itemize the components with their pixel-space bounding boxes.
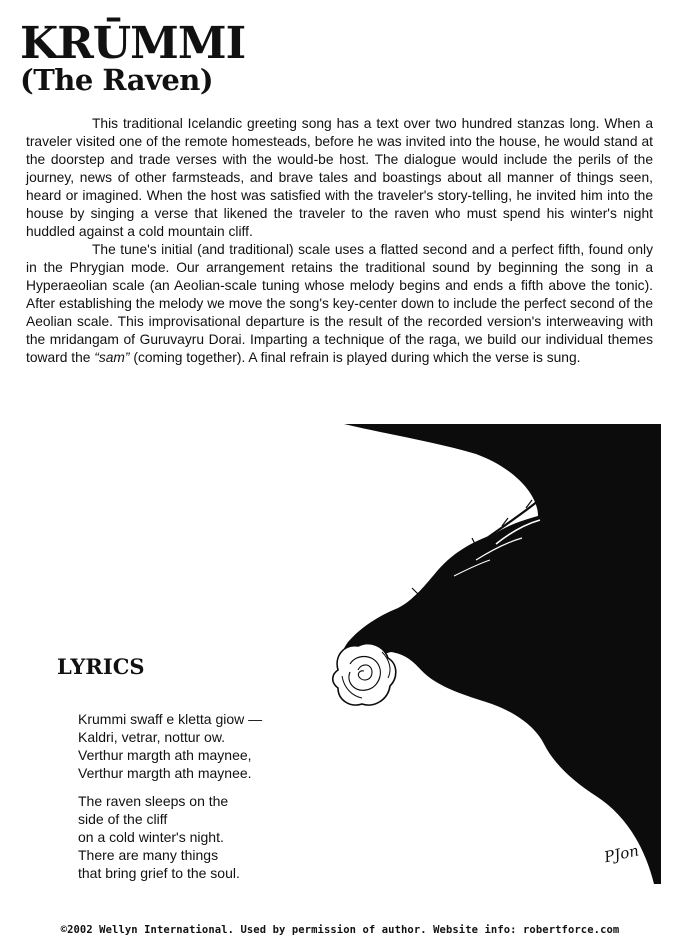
sam-term: “sam” xyxy=(94,350,130,365)
raven-illustration xyxy=(326,424,661,884)
lyrics-english-stanza xyxy=(78,792,240,882)
lyric-line: Krummi swaff e kletta giow — xyxy=(78,711,263,727)
page-title: KRŪMMI xyxy=(20,18,246,69)
lyric-line: The raven sleeps on the xyxy=(78,793,229,809)
raven-silhouette xyxy=(339,424,661,884)
lyrics-heading: LYRICS xyxy=(57,654,145,679)
lyric-line: that bring grief to the soul. xyxy=(78,865,240,881)
lyric-line: There are many things xyxy=(78,847,219,863)
lyric-line: Kaldri, vetrar, nottur ow. xyxy=(78,729,226,745)
lyric-line: Verthur margth ath maynee, xyxy=(78,747,252,763)
intro-paragraph-2 xyxy=(26,241,653,367)
copyright-footer: ©2002 Wellyn International. Used by permission of author. Website info: robertforce.com xyxy=(60,924,620,936)
page-subtitle: (The Raven) xyxy=(20,63,214,97)
intro-paragraph-1: This traditional Icelandic greeting song has a text over two hundred stanzas long. When a traveler visited one of the remote homesteads, before he was invited into the house, he would stand at the doorstep and trade verses with the would-be host. The dialogue would include the perils of the journey, news of other farmsteads, and brave tales and boastings about all manner of things seen, heard or imagined. When the host was satisfied with the traveler's story-telling, he invited him into the house by singing a verse that likened the traveler to the raven who must spend his winter's night huddled against a cold mountain cliff. xyxy=(26,116,653,239)
lyric-line: on a cold winter's night. xyxy=(78,829,224,845)
lyric-line: Verthur margth ath maynee. xyxy=(78,765,252,781)
artist-signature: PJon xyxy=(602,841,641,867)
intro-paragraph-2-end: (coming together). A final refrain is played during which the verse is sung. xyxy=(129,350,581,365)
intro-text xyxy=(26,115,653,367)
lyrics-icelandic-stanza xyxy=(78,710,262,782)
rose-icon xyxy=(333,644,396,705)
lyric-line: side of the cliff xyxy=(78,811,168,827)
intro-paragraph-2-start: The tune's initial (and traditional) scale uses a flatted second and a perfect fifth, found only in the Phrygian mode. Our arrangement retains the traditional sound by beginning the song in a Hyperaeolian scale (an Aeolian-scale tuning whose melody begins and ends a fifth above the tonic). After establishing the melody we move the song's key-center down to include the perfect second of the Aeolian scale. This improvisational departure is the result of the recorded version's interweaving with the mridangam of Guruvayru Dorai. Imparting a technique of the raga, we build our individual themes toward the xyxy=(26,242,653,365)
